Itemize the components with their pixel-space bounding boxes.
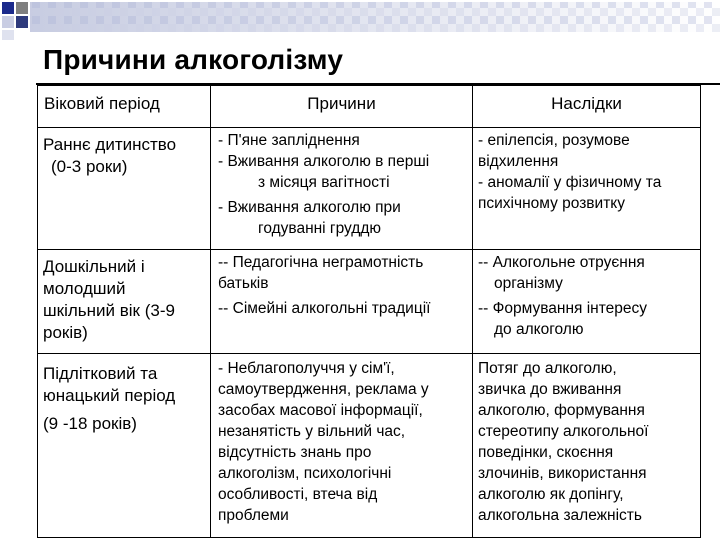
cause-line: засобах масової інформації, bbox=[218, 402, 423, 419]
row-adolescent-causes bbox=[211, 354, 473, 538]
effect-line: -- Алкогольне отруєння bbox=[478, 254, 645, 271]
effect-line: відхилення bbox=[478, 153, 559, 170]
table-row bbox=[38, 354, 701, 538]
effect-line: організму bbox=[494, 275, 563, 292]
cause-line: алкоголізм, психологічні bbox=[218, 465, 392, 482]
effect-line: психічному розвитку bbox=[478, 195, 626, 212]
effect-line: - аномалії у фізичному та bbox=[478, 174, 662, 191]
header-consequences: Наслідки bbox=[473, 86, 701, 128]
cause-line: - Неблагополуччя у сім'ї, bbox=[218, 360, 395, 377]
table-row bbox=[38, 250, 701, 354]
table-row bbox=[38, 128, 701, 250]
header-checker-band bbox=[30, 2, 720, 32]
corner-square-light bbox=[2, 16, 14, 28]
cause-line: - Вживання алкоголю в перші bbox=[218, 153, 430, 170]
row-adolescent-effects bbox=[473, 354, 701, 538]
period-line: (9 -18 років) bbox=[43, 414, 137, 433]
period-line: років) bbox=[43, 323, 88, 342]
effect-line: - епілепсія, розумове bbox=[478, 132, 630, 149]
period-line: шкільний вік (3-9 bbox=[43, 301, 175, 320]
corner-square-dark bbox=[2, 2, 14, 14]
cause-line: батьків bbox=[218, 275, 269, 292]
cause-line: проблеми bbox=[218, 507, 289, 524]
cause-line: -- Сімейні алкогольні традиції bbox=[218, 300, 431, 317]
cause-line: годуванні груддю bbox=[258, 220, 381, 237]
effect-line: алкогольна залежність bbox=[478, 507, 642, 524]
cause-line: з місяця вагітності bbox=[258, 174, 390, 191]
period-line: юнацький період bbox=[43, 386, 176, 405]
effect-line: алкоголю, формування bbox=[478, 402, 645, 419]
cause-line: самоутвердження, реклама у bbox=[218, 381, 429, 398]
row-preschool-period bbox=[38, 250, 211, 354]
period-line: Раннє дитинство bbox=[43, 135, 177, 154]
effect-line: злочинів, використання bbox=[478, 465, 647, 482]
header-causes: Причини bbox=[211, 86, 473, 128]
effect-line: поведінки, скоєння bbox=[478, 444, 614, 461]
period-line: молодший bbox=[43, 279, 126, 298]
effect-line: Потяг до алкоголю, bbox=[478, 360, 617, 377]
row-early-childhood-effects bbox=[473, 128, 701, 250]
corner-square-gray bbox=[16, 2, 28, 14]
effect-line: стереотипу алкогольної bbox=[478, 423, 649, 440]
period-line: Дошкільний і bbox=[43, 257, 145, 276]
period-line: Підлітковий та bbox=[43, 364, 158, 383]
header-age-period: Віковий період bbox=[38, 86, 211, 128]
effect-line: -- Формування інтересу bbox=[478, 300, 648, 317]
page-title: Причини алкоголізму bbox=[43, 44, 344, 75]
effect-line: звичка до вживання bbox=[478, 381, 622, 398]
cause-line: незанятість у вільний час, bbox=[218, 423, 406, 440]
cause-line: особливості, втеча від bbox=[218, 486, 378, 503]
alcoholism-causes-table bbox=[37, 85, 701, 538]
period-line: (0-3 роки) bbox=[51, 157, 128, 176]
effect-line: алкоголю як допінгу, bbox=[478, 486, 624, 503]
corner-square-navy bbox=[16, 16, 28, 28]
row-early-childhood-period bbox=[38, 128, 211, 250]
cause-line: -- Педагогічна неграмотність bbox=[218, 254, 424, 271]
row-early-childhood-causes bbox=[211, 128, 473, 250]
row-adolescent-period bbox=[38, 354, 211, 538]
row-preschool-effects bbox=[473, 250, 701, 354]
cause-line: відсутність знань про bbox=[218, 444, 372, 461]
row-preschool-causes bbox=[211, 250, 473, 354]
corner-square-pale bbox=[2, 30, 14, 40]
cause-line: - Вживання алкоголю при bbox=[218, 199, 401, 216]
effect-line: до алкоголю bbox=[494, 321, 584, 338]
table-header-row bbox=[38, 86, 701, 128]
decorative-header-pattern bbox=[0, 0, 720, 44]
cause-line: - П'яне запліднення bbox=[218, 132, 360, 149]
